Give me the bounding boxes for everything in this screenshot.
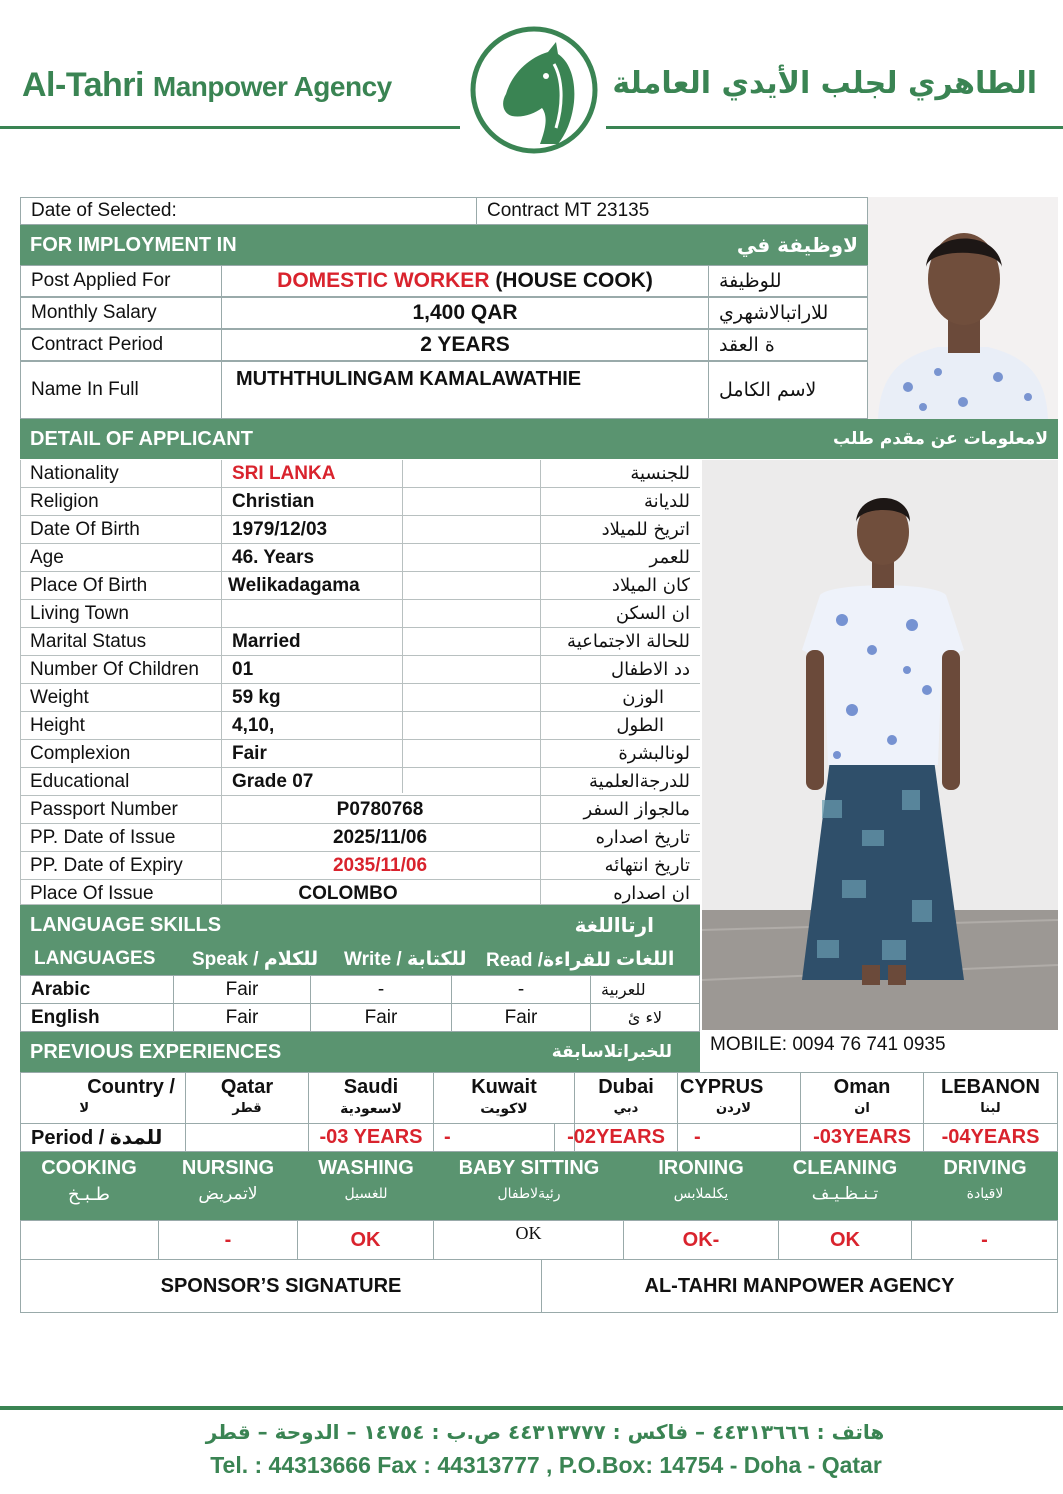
row-pob xyxy=(20,572,700,600)
agency-name-en xyxy=(22,66,392,105)
passport-label: Passport Number xyxy=(30,799,178,820)
name-label-ar: لاسم الكامل xyxy=(719,379,817,401)
skill-nursing xyxy=(158,1152,298,1220)
salary-ar-cell xyxy=(708,297,868,329)
skill-nursing-label: NURSING xyxy=(181,1157,275,1179)
date-selected-label: Date of Selected: xyxy=(31,200,177,221)
pp-issue-label-ar: تاريخ اصداره xyxy=(595,827,690,848)
height-label-ar: الطول xyxy=(616,715,664,736)
row-education xyxy=(20,768,700,796)
period-ar-cell xyxy=(708,329,868,361)
pob-label: Place Of Birth xyxy=(30,575,148,596)
skill-washing xyxy=(298,1152,434,1220)
skill-ironing-label: IRONING xyxy=(658,1157,744,1179)
language-title: LANGUAGE SKILLS xyxy=(30,913,222,936)
marital-value: Married xyxy=(232,631,301,652)
footer-rule xyxy=(0,1406,1063,1410)
horse-head-logo-icon xyxy=(466,24,602,156)
employment-title-ar: لاوظيفة في xyxy=(736,233,858,257)
language-band xyxy=(20,905,700,945)
agency-name-en-main: Al-Tahri xyxy=(22,66,144,104)
contract-period-label: Contract Period xyxy=(31,334,164,355)
applicant-band xyxy=(20,419,1058,459)
children-label: Number Of Children xyxy=(30,659,199,680)
speak-header: Speak / للكلام xyxy=(192,949,319,970)
country-oman: Oman xyxy=(833,1076,891,1098)
arabic-ar: للعربية xyxy=(601,980,646,999)
nationality-label: Nationality xyxy=(30,463,119,484)
country-kuwait: Kuwait xyxy=(471,1076,537,1098)
country-label: Country / xyxy=(87,1076,175,1098)
country-cyprus-ar: لاردن xyxy=(716,1101,751,1116)
header-rule-right xyxy=(606,126,1063,129)
living-town-label-ar: ان السكن xyxy=(615,603,690,624)
arabic-write: - xyxy=(377,978,385,1000)
row-pp-expiry xyxy=(20,852,700,880)
living-town-label: Living Town xyxy=(30,603,129,624)
contract-period-label-ar: ة العقد xyxy=(719,334,775,356)
children-value: 01 xyxy=(232,659,254,680)
english-ar: لاء ئ xyxy=(627,1008,663,1027)
skill-driving-value: - xyxy=(981,1228,988,1251)
country-saudi: Saudi xyxy=(343,1076,399,1098)
period-dubai: -02YEARS xyxy=(567,1126,665,1148)
row-age xyxy=(20,544,700,572)
row-dob xyxy=(20,516,700,544)
post-label-cell xyxy=(20,265,222,297)
skill-ironing-value: OK- xyxy=(682,1228,720,1251)
row-religion xyxy=(20,488,700,516)
row-height xyxy=(20,712,700,740)
skill-baby-sitting-label-ar: رئيةلاطفال xyxy=(497,1186,561,1202)
applicant-full-photo xyxy=(702,460,1058,1030)
period-lebanon: -04YEARS xyxy=(941,1126,1040,1148)
country-lebanon-ar: لبنا xyxy=(980,1101,1001,1116)
skill-cleaning-value: OK xyxy=(830,1228,860,1251)
skill-driving-label: DRIVING xyxy=(943,1157,1027,1179)
skill-washing-label: WASHING xyxy=(318,1157,414,1179)
complexion-value: Fair xyxy=(232,743,267,764)
post-value-cell xyxy=(221,265,709,297)
skill-ironing-label-ar: يكلملابس xyxy=(673,1186,729,1202)
pp-expiry-value: 2035/11/06 xyxy=(332,855,428,876)
row-marital xyxy=(20,628,700,656)
skill-cleaning xyxy=(778,1152,912,1220)
header-rule-left xyxy=(0,126,460,129)
period-label: Period / للمدة xyxy=(31,1127,163,1149)
languages-header-ar: اللغات xyxy=(616,948,675,970)
write-header: Write / للكتابة xyxy=(344,949,467,970)
weight-value: 59 kg xyxy=(232,687,281,708)
education-label-ar: للدرجةالعلمية xyxy=(589,771,690,792)
marital-label-ar: للحالة الاجتماعية xyxy=(567,631,690,652)
row-passport xyxy=(20,796,700,824)
skill-cleaning-label: CLEANING xyxy=(792,1157,898,1179)
dob-value: 1979/12/03 xyxy=(232,519,328,540)
education-label: Educational xyxy=(30,771,130,792)
experience-title: PREVIOUS EXPERIENCES xyxy=(30,1040,282,1063)
applicant-title-ar: لامعلومات عن مقدم طلب xyxy=(832,429,1048,449)
arabic-speak: Fair xyxy=(225,978,259,1000)
place-issue-value: COLOMBO xyxy=(298,883,398,904)
pob-label-ar: كان الميلاد xyxy=(611,575,690,596)
pp-issue-value: 2025/11/06 xyxy=(332,827,428,848)
complexion-label-ar: لونالبشرة xyxy=(618,743,690,764)
complexion-label: Complexion xyxy=(30,743,131,764)
pob-value: Welikadagama xyxy=(228,575,360,596)
pp-expiry-label-ar: تاريخ انتهائه xyxy=(604,855,690,876)
skill-nursing-label-ar: لاتمريض xyxy=(198,1184,258,1204)
country-dubai-ar: دبي xyxy=(613,1101,639,1116)
age-label: Age xyxy=(30,547,64,568)
english-read: Fair xyxy=(504,1006,538,1028)
country-label-ar: لا xyxy=(79,1101,89,1116)
skill-driving xyxy=(912,1152,1058,1220)
dob-label-ar: اتريخ للميلاد xyxy=(601,519,690,540)
contract-cell xyxy=(476,197,868,225)
name-value: MUTHTHULINGAM KAMALAWATHIE xyxy=(236,368,582,390)
salary-label-cell xyxy=(20,297,222,329)
period-saudi: -03 YEARS xyxy=(319,1126,423,1148)
pp-expiry-label: PP. Date of Expiry xyxy=(30,855,183,876)
marital-label: Marital Status xyxy=(30,631,147,652)
country-cyprus: CYPRUS xyxy=(680,1076,764,1098)
place-issue-label-ar: ان اصداره xyxy=(613,883,690,904)
pp-issue-label: PP. Date of Issue xyxy=(30,827,176,848)
post-label: Post Applied For xyxy=(31,270,171,291)
country-saudi-ar: لاسعودية xyxy=(340,1101,402,1117)
country-qatar-ar: قطر xyxy=(232,1101,262,1116)
languages-header: LANGUAGES xyxy=(34,948,156,969)
place-issue-label: Place Of Issue xyxy=(30,883,154,904)
age-label-ar: للعمر xyxy=(649,547,690,568)
applicant-portrait-photo xyxy=(868,197,1058,419)
nationality-label-ar: للجنسية xyxy=(630,463,690,484)
skill-cooking-label: COOKING xyxy=(41,1157,137,1179)
passport-label-ar: مالجواز السفر xyxy=(583,799,690,820)
row-living-town xyxy=(20,600,700,628)
nationality-value: SRI LANKA xyxy=(232,463,336,484)
period-cyprus: - xyxy=(694,1126,701,1148)
religion-label-ar: للديانة xyxy=(643,491,690,512)
skills-band xyxy=(20,1152,1058,1220)
contract-period-value: 2 YEARS xyxy=(420,333,510,356)
mobile-number: MOBILE: 0094 76 741 0935 xyxy=(710,1034,946,1055)
salary-label: Monthly Salary xyxy=(31,302,157,323)
name-value-cell xyxy=(221,361,709,419)
country-dubai: Dubai xyxy=(598,1076,654,1098)
post-ar-cell xyxy=(708,265,868,297)
skill-washing-label-ar: للغسيل xyxy=(344,1186,388,1202)
agency-name-ar: الطاهري لجلب الأيدي العاملة xyxy=(612,66,1037,101)
country-kuwait-ar: لاكويت xyxy=(480,1101,528,1117)
skill-cleaning-label-ar: تـنـظـيـف xyxy=(811,1184,879,1204)
education-value: Grade 07 xyxy=(232,771,314,792)
skill-driving-label-ar: لاقيادة xyxy=(966,1186,1004,1202)
skill-cooking-label-ar: طـبـخ xyxy=(68,1184,110,1205)
period-oman: -03YEARS xyxy=(813,1126,911,1148)
country-oman-ar: ان xyxy=(854,1101,870,1116)
contract-number: Contract MT 23135 xyxy=(487,200,650,221)
religion-label: Religion xyxy=(30,491,99,512)
date-selected-cell xyxy=(20,197,477,225)
applicant-title: DETAIL OF APPLICANT xyxy=(30,427,253,450)
post-value: (HOUSE COOK) xyxy=(489,269,653,292)
name-label-cell xyxy=(20,361,222,419)
post-value-red: DOMESTIC WORKER xyxy=(277,269,490,292)
lang-english: English xyxy=(31,1006,100,1028)
read-header: Read /للقراءة xyxy=(486,950,611,971)
agency-name-en-sub: Manpower Agency xyxy=(152,71,392,102)
country-lebanon: LEBANON xyxy=(941,1076,1040,1098)
skill-cooking xyxy=(20,1152,158,1220)
skill-baby-sitting xyxy=(434,1152,624,1220)
height-value: 4,10, xyxy=(232,715,275,736)
post-label-ar: للوظيفة xyxy=(719,270,782,292)
row-nationality xyxy=(20,460,700,488)
language-header-row xyxy=(20,945,700,975)
experience-title-ar: للخبراتلاسابقة xyxy=(551,1042,672,1062)
lang-arabic: Arabic xyxy=(31,978,91,1000)
weight-label-ar: الوزن xyxy=(622,687,664,708)
period-kuwait: - xyxy=(444,1126,451,1148)
english-speak: Fair xyxy=(225,1006,259,1028)
row-place-issue xyxy=(20,880,700,905)
employment-band xyxy=(20,225,868,265)
language-title-ar: ارتااللغة xyxy=(574,913,654,937)
height-label: Height xyxy=(30,715,85,736)
sponsor-signature-cell xyxy=(20,1259,542,1313)
skill-baby-sitting-label: BABY SITTING xyxy=(458,1157,600,1179)
salary-value-cell xyxy=(221,297,709,329)
salary-label-ar: للاراتبالاشهري xyxy=(719,302,829,324)
skill-nursing-value: - xyxy=(224,1228,232,1251)
name-ar-cell xyxy=(708,361,868,419)
skill-baby-sitting-value: OK xyxy=(515,1223,542,1243)
skill-washing-value: OK xyxy=(350,1228,381,1251)
name-label: Name In Full xyxy=(31,379,139,400)
experience-band xyxy=(20,1032,700,1072)
row-children xyxy=(20,656,700,684)
arabic-read: - xyxy=(517,978,525,1000)
children-label-ar: دد الاطفال xyxy=(610,659,690,680)
agency-signature-label: AL-TAHRI MANPOWER AGENCY xyxy=(644,1274,955,1297)
religion-value: Christian xyxy=(232,491,315,512)
age-value: 46. Years xyxy=(232,547,315,568)
skill-ironing xyxy=(624,1152,778,1220)
dob-label: Date Of Birth xyxy=(30,519,140,540)
footer-ar: هاتف : ٤٤٣١٣٦٦٦ – فاكس : ٤٤٣١٣٧٧٧ ص.ب : ١٤٧٥٤ – الدوحة – قطر xyxy=(205,1420,885,1444)
footer-en: Tel. : 44313666 Fax : 44313777 , P.O.Box: 14754 - Doha - Qatar xyxy=(210,1452,882,1478)
row-weight xyxy=(20,684,700,712)
salary-value: 1,400 QAR xyxy=(412,301,518,324)
row-complexion xyxy=(20,740,700,768)
period-value-cell xyxy=(221,329,709,361)
sponsor-signature-label: SPONSOR’S SIGNATURE xyxy=(160,1274,402,1297)
english-write: Fair xyxy=(364,1006,398,1028)
weight-label: Weight xyxy=(30,687,89,708)
country-qatar: Qatar xyxy=(220,1076,274,1098)
passport-value: P0780768 xyxy=(336,799,424,820)
agency-signature-cell xyxy=(541,1259,1058,1313)
row-pp-issue xyxy=(20,824,700,852)
employment-title: FOR IMPLOYMENT IN xyxy=(30,233,237,256)
period-label-cell xyxy=(20,329,222,361)
